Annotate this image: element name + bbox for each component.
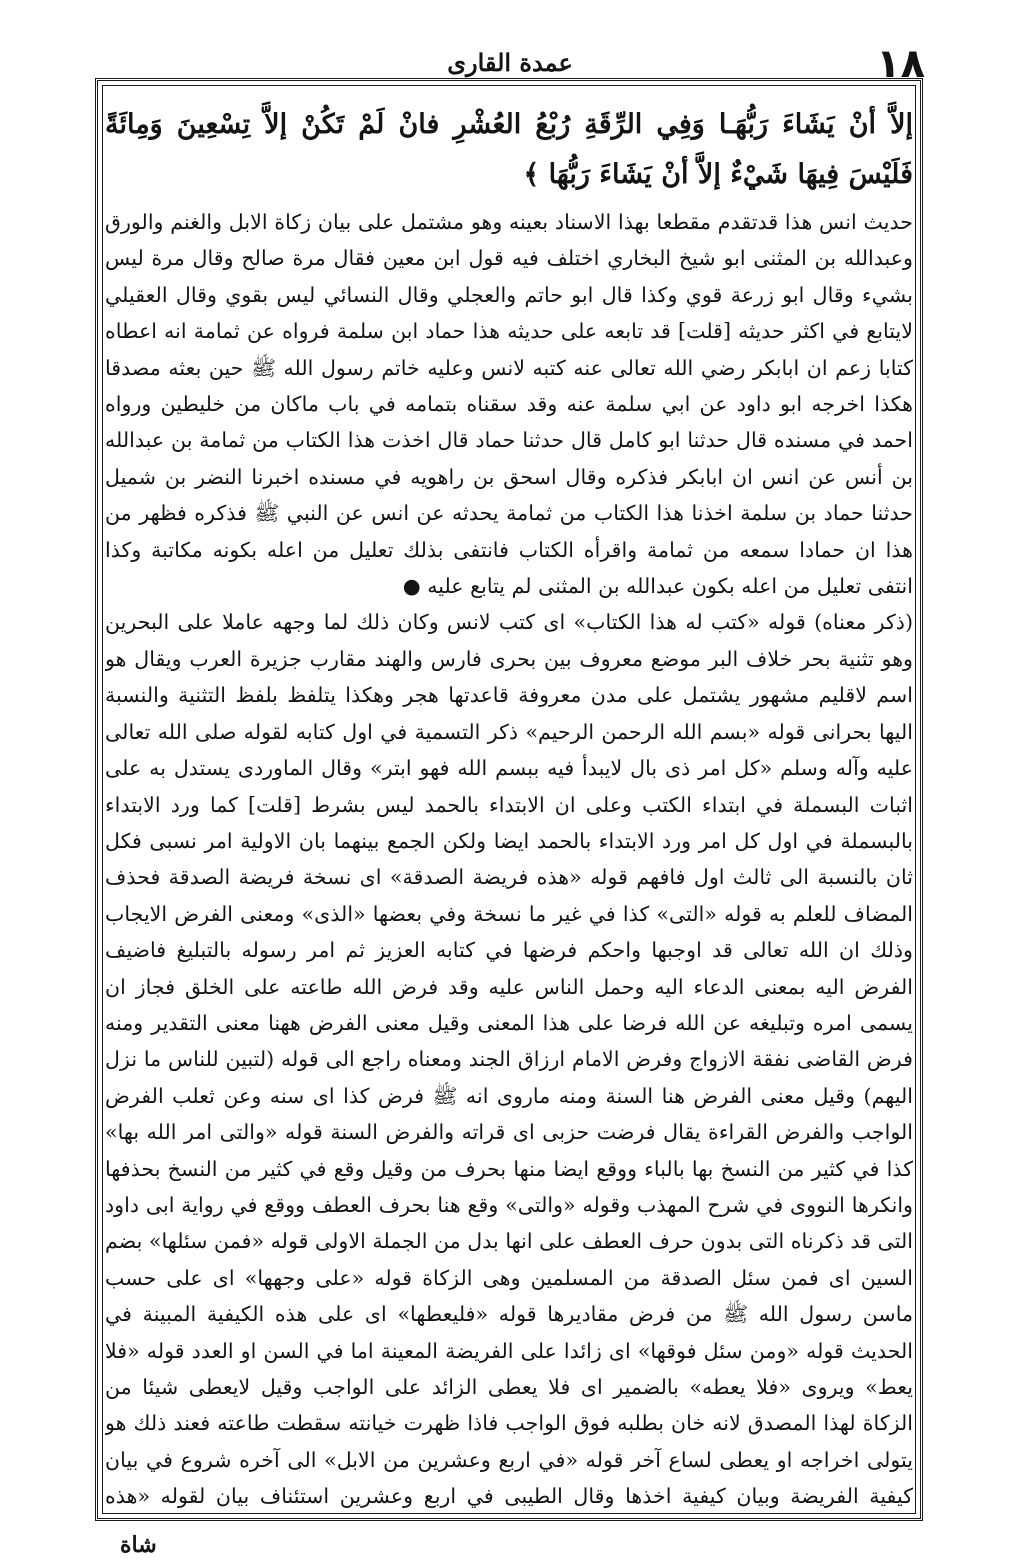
main-text bbox=[105, 100, 913, 1510]
paragraph-isnad: حديث انس هذا قدتقدم مقطعا بهذا الاسناد بعينه وهو مشتمل على بيان زكاة الابل والغنم والورق وعبدالله بن المثنى ابو شيخ البخاري اختلف فيه قول ابن معين فقال مرة صالح وقال مرة ليس بشيء وقال ابو زرعة قوي وكذا قال ابو حاتم والعجلي وقال النسائي ليس بقوي وقال العقيلي لايتابع في اكثر حديثه [قلت] قد تابعه على حديثه هذا حماد ابن سلمة فرواه عن ثمامة انه اعطاه كتابا زعم ان ابابكر رضي الله تعالى عنه كتبه لانس وعليه خاتم رسول الله ﷺ حين بعثه مصدقا هكذا اخرجه ابو داود عن ابي سلمة عنه وقد سقناه بتمامه في باب ماكان من خليطين ورواه احمد في مسنده قال حدثنا ابو كامل قال حدثنا حماد قال اخذت هذا الكتاب من ثمامة بن عبدالله بن أنس عن انس ان ابابكر فذكره وقال اسحق بن راهويه في مسنده اخبرنا النضر بن شميل حدثنا حماد بن سلمة اخذنا هذا الكتاب من ثمامة يحدثه عن انس عن النبي ﷺ فذكره فظهر من هذا ان حمادا سمعه من ثمامة واقرأه الكتاب فانتفى بذلك تعليل من اعله بكونه مكاتبة وكذا انتفى تعليل من اعله بكون عبدالله بن المثنى لم يتابع عليه ● bbox=[105, 210, 913, 599]
page-number: ١٨ bbox=[876, 41, 925, 87]
running-title: عمدة القاری bbox=[447, 48, 573, 77]
paragraph-commentary: (ذكر معناه) قوله «كتب له هذا الكتاب» اى كتب لانس وكان ذلك لما وجهه عاملا على البحرين وهو تثنية بحر خلاف البر موضع معروف بين بحرى فارس والهند مقارب جزيرة العرب ويقال هو اسم لاقليم مشهور يشتمل على مدن معروفة قاعدتها هجر وهكذا يتلفظ بلفظ التثنية والنسبة اليها بحرانى قوله «بسم الله الرحمن الرحيم» ذكر التسمية في اول كتابه لقوله صلى الله تعالى عليه وآله وسلم «كل امر ذى بال لايبدأ فيه ببسم الله فهو ابتر» وقال الماوردى يستدل به على اثبات البسملة في ابتداء الكتب وعلى ان الابتداء بالحمد ليس بشرط [قلت] كما ورد الابتداء بالبسملة في اول كل امر ورد الابتداء بالحمد ايضا ولكن الجمع بينهما بان الاولية امر نسبى فكل ثان بالنسبة الى ثالث اول فافهم قوله «هذه فريضة الصدقة» اى نسخة فريضة الصدقة فحذف المضاف للعلم به قوله «التى» كذا في غير ما نسخة وفي بعضها «الذى» ومعنى الفرض الايجاب وذلك ان الله تعالى قد اوجبها واحكم فرضها في كتابه العزيز ثم امر رسوله بالتبليغ فاضيف الفرض اليه بمعنى الدعاء اليه وحمل الناس عليه وقد فرض الله طاعته على الخلق فجاز ان يسمى امره وتبليغه عن الله فرضا على هذا المعنى وقيل معنى الفرض ههنا معنى التقدير ومنه فرض القاضى نفقة الازواج وفرض الامام ارزاق الجند ومعناه راجع الى قوله (لتبين للناس ما نزل اليهم) وقيل معنى الفرض هنا السنة ومنه ماروى انه ﷺ فرض كذا اى سنه وعن ثعلب الفرض الواجب والفرض القراءة يقال فرضت حزبى اى قراته والفرض السنة قوله «والتى امر الله بها» كذا في كثير من النسخ بها بالباء ووقع ايضا منها بحرف من وقيل وقع في كثير من النسخ بحذفها وانكرها النووى في شرح المهذب وقوله «والتى» وقع هنا بحرف العطف ووقع في رواية ابى داود التى قد ذكرناه التى بدون حرف العطف على انها بدل من الجملة الاولى قوله «فمن سئلها» بضم السين اى فمن سئل الصدقة من المسلمين وهى الزكاة قوله «على وجهها» اى على حسب ماسن رسول الله ﷺ من فرض مقاديرها قوله «فليعطها» اى على هذه الكيفية المبينة في الحديث قوله «ومن سئل فوقها» اى زائدا على الفريضة المعينة اما في السن او العدد قوله «فلا يعط» ويروى «فلا يعطه» بالضمير اى فلا يعطى الزائد على الواجب وقيل لايعطى شيئا من الزكاة لهذا المصدق لانه خان بطلبه فوق الواجب فاذا ظهرت خيانته سقطت طاعته فعند ذلك هو يتولى اخراجه او يعطى لساع آخر قوله «في اربع وعشرين من الابل» الى آخره شروع في بيان كيفية الفريضة وبيان كيفية اخذها وقال الطيبى في اربع وعشرين استئناف بيان لقوله «هذه bbox=[105, 610, 913, 1509]
hadith-text: إلاَّ أنْ يَشَاءَ رَبُّهَـا وَفِي الرِّقَةِ رُبْعُ العُشْرِ فانْ لَمْ تَكُنْ إلاَّ تِسْعِينَ وَمِائَةً فَلَيْسَ فِيهَا شَيْءٌ إلاَّ أنْ يَشَاءَ رَبُّهَا ﴾ bbox=[105, 109, 913, 190]
catchword: شاة bbox=[120, 1532, 157, 1558]
